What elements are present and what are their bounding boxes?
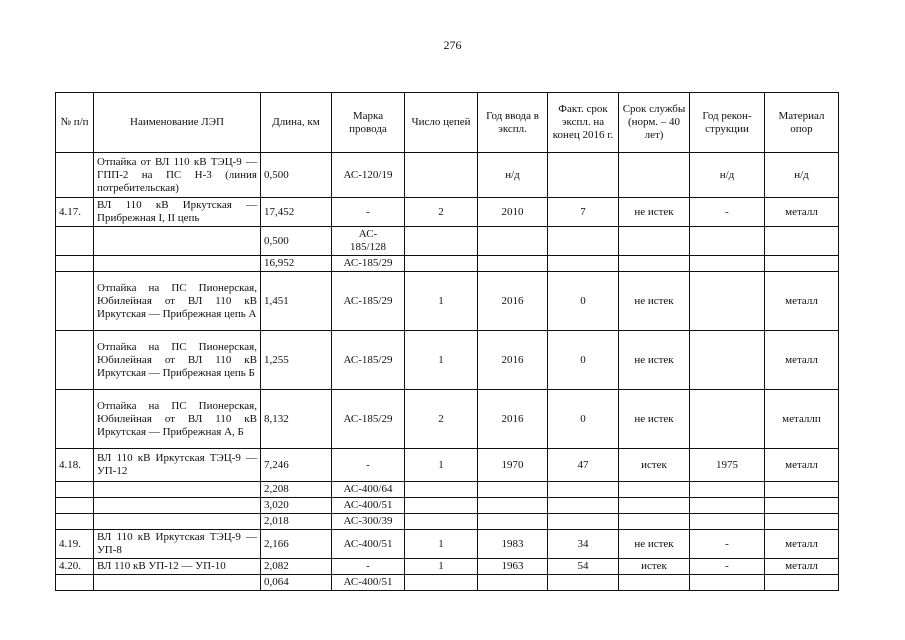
cell-fact (548, 256, 619, 272)
cell-fact: 54 (548, 559, 619, 575)
cell-material: н/д (765, 153, 839, 198)
cell-wire: АС-185/29 (332, 272, 405, 331)
cell-year: н/д (478, 153, 548, 198)
header-num: № п/п (56, 93, 94, 153)
table-row (56, 514, 839, 530)
cell-circuits: 2 (405, 198, 478, 227)
cell-recon (690, 227, 765, 256)
cell-wire: - (332, 198, 405, 227)
cell-fact (548, 227, 619, 256)
cell-material: металл (765, 559, 839, 575)
cell-num (56, 227, 94, 256)
cell-year: 2016 (478, 272, 548, 331)
header-fact: Факт. срок экспл. на конец 2016 г. (548, 93, 619, 153)
cell-recon (690, 256, 765, 272)
cell-num (56, 331, 94, 390)
table-row (56, 498, 839, 514)
cell-circuits (405, 227, 478, 256)
cell-service (619, 514, 690, 530)
cell-service (619, 575, 690, 591)
cell-recon: - (690, 559, 765, 575)
cell-num (56, 256, 94, 272)
cell-name: Отпайка на ПС Пионерская, Юбилейная от ВЛ 110 кВ Иркутская — Прибрежная цепь А (94, 272, 261, 331)
header-material: Материал опор (765, 93, 839, 153)
cell-circuits (405, 514, 478, 530)
cell-length: 2,166 (261, 530, 332, 559)
cell-circuits: 1 (405, 449, 478, 482)
cell-circuits (405, 153, 478, 198)
cell-num (56, 272, 94, 331)
cell-circuits: 1 (405, 559, 478, 575)
cell-name (94, 227, 261, 256)
cell-year (478, 514, 548, 530)
cell-service: не истек (619, 198, 690, 227)
cell-fact: 0 (548, 272, 619, 331)
cell-length: 16,952 (261, 256, 332, 272)
cell-length: 0,064 (261, 575, 332, 591)
cell-num: 4.19. (56, 530, 94, 559)
cell-length: 2,082 (261, 559, 332, 575)
cell-name (94, 482, 261, 498)
cell-circuits: 2 (405, 390, 478, 449)
cell-circuits: 1 (405, 272, 478, 331)
cell-num: 4.17. (56, 198, 94, 227)
cell-material (765, 575, 839, 591)
cell-recon (690, 482, 765, 498)
cell-fact (548, 514, 619, 530)
table-row (56, 153, 839, 198)
cell-material (765, 482, 839, 498)
cell-name: ВЛ 110 кВ Иркутская ТЭЦ-9 — УП-8 (94, 530, 261, 559)
cell-year (478, 575, 548, 591)
cell-service: истек (619, 449, 690, 482)
cell-name: ВЛ 110 кВ Иркутская ТЭЦ-9 — УП-12 (94, 449, 261, 482)
cell-fact: 34 (548, 530, 619, 559)
cell-wire: АС-185/29 (332, 390, 405, 449)
cell-service (619, 498, 690, 514)
cell-recon (690, 514, 765, 530)
cell-num (56, 390, 94, 449)
cell-wire: - (332, 449, 405, 482)
cell-length: 7,246 (261, 449, 332, 482)
cell-recon: н/д (690, 153, 765, 198)
header-circuits: Число цепей (405, 93, 478, 153)
cell-num (56, 482, 94, 498)
cell-wire: АС- 185/128 (332, 227, 405, 256)
cell-name (94, 256, 261, 272)
cell-fact (548, 498, 619, 514)
cell-name: Отпайка на ПС Пионерская, Юбилейная от ВЛ 110 кВ Иркутская — Прибрежная цепь Б (94, 331, 261, 390)
cell-year (478, 256, 548, 272)
cell-num: 4.18. (56, 449, 94, 482)
cell-length: 3,020 (261, 498, 332, 514)
cell-num (56, 153, 94, 198)
cell-length: 1,255 (261, 331, 332, 390)
cell-year: 1970 (478, 449, 548, 482)
cell-wire: АС-400/51 (332, 498, 405, 514)
table-row (56, 530, 839, 559)
cell-material: металлп (765, 390, 839, 449)
table-header-row (56, 93, 839, 153)
cell-year: 1983 (478, 530, 548, 559)
cell-year (478, 498, 548, 514)
header-year: Год ввода в экспл. (478, 93, 548, 153)
cell-material (765, 227, 839, 256)
cell-name: ВЛ 110 кВ Иркутская — Прибрежная I, II цепь (94, 198, 261, 227)
cell-recon (690, 331, 765, 390)
cell-service: не истек (619, 331, 690, 390)
cell-fact (548, 482, 619, 498)
cell-wire: АС-400/64 (332, 482, 405, 498)
cell-year: 2010 (478, 198, 548, 227)
cell-length: 0,500 (261, 227, 332, 256)
table-row (56, 256, 839, 272)
cell-year: 2016 (478, 331, 548, 390)
cell-recon (690, 272, 765, 331)
table-row (56, 390, 839, 449)
cell-length: 17,452 (261, 198, 332, 227)
cell-name: Отпайка от ВЛ 110 кВ ТЭЦ-9 — ГПП-2 на ПС Н-3 (линия потребительская) (94, 153, 261, 198)
cell-material: металл (765, 530, 839, 559)
cell-year: 1963 (478, 559, 548, 575)
cell-material (765, 498, 839, 514)
cell-wire: - (332, 559, 405, 575)
cell-name (94, 575, 261, 591)
cell-service: не истек (619, 272, 690, 331)
cell-length: 1,451 (261, 272, 332, 331)
power-lines-table (55, 92, 839, 591)
cell-name (94, 514, 261, 530)
cell-service: не истек (619, 390, 690, 449)
header-length: Длина, км (261, 93, 332, 153)
cell-recon (690, 390, 765, 449)
cell-recon: - (690, 530, 765, 559)
cell-length: 0,500 (261, 153, 332, 198)
cell-circuits: 1 (405, 331, 478, 390)
cell-material: металл (765, 449, 839, 482)
table-row (56, 482, 839, 498)
cell-fact (548, 153, 619, 198)
cell-circuits (405, 482, 478, 498)
cell-service (619, 153, 690, 198)
cell-fact: 0 (548, 390, 619, 449)
cell-wire: АС-185/29 (332, 256, 405, 272)
cell-circuits: 1 (405, 530, 478, 559)
cell-length: 2,208 (261, 482, 332, 498)
cell-num: 4.20. (56, 559, 94, 575)
cell-service (619, 227, 690, 256)
cell-recon: - (690, 198, 765, 227)
cell-num (56, 498, 94, 514)
page-number: 276 (443, 38, 462, 52)
cell-circuits (405, 498, 478, 514)
cell-material: металл (765, 272, 839, 331)
table-row (56, 198, 839, 227)
cell-circuits (405, 575, 478, 591)
table-row (56, 449, 839, 482)
cell-wire: АС-300/39 (332, 514, 405, 530)
cell-num (56, 514, 94, 530)
cell-name: Отпайка на ПС Пионерская, Юбилейная от ВЛ 110 кВ Иркутская — Прибрежная А, Б (94, 390, 261, 449)
cell-fact: 7 (548, 198, 619, 227)
cell-service: не истек (619, 530, 690, 559)
cell-name: ВЛ 110 кВ УП-12 — УП-10 (94, 559, 261, 575)
table-row (56, 559, 839, 575)
cell-service: истек (619, 559, 690, 575)
cell-recon (690, 575, 765, 591)
header-name: Наименование ЛЭП (94, 93, 261, 153)
cell-wire: АС-120/19 (332, 153, 405, 198)
header-service: Срок службы (норм. – 40 лет) (619, 93, 690, 153)
cell-recon: 1975 (690, 449, 765, 482)
table-row (56, 272, 839, 331)
cell-wire: АС-185/29 (332, 331, 405, 390)
table-row (56, 575, 839, 591)
cell-length: 2,018 (261, 514, 332, 530)
cell-num (56, 575, 94, 591)
cell-material: металл (765, 331, 839, 390)
cell-length: 8,132 (261, 390, 332, 449)
cell-year (478, 482, 548, 498)
cell-material: металл (765, 198, 839, 227)
cell-fact: 0 (548, 331, 619, 390)
header-wire: Марка провода (332, 93, 405, 153)
cell-year: 2016 (478, 390, 548, 449)
cell-wire: АС-400/51 (332, 530, 405, 559)
table-row (56, 331, 839, 390)
cell-fact: 47 (548, 449, 619, 482)
cell-material (765, 256, 839, 272)
cell-name (94, 498, 261, 514)
cell-year (478, 227, 548, 256)
cell-service (619, 482, 690, 498)
cell-material (765, 514, 839, 530)
cell-fact (548, 575, 619, 591)
header-recon: Год рекон- струкции (690, 93, 765, 153)
cell-service (619, 256, 690, 272)
cell-wire: АС-400/51 (332, 575, 405, 591)
cell-recon (690, 498, 765, 514)
table-row (56, 227, 839, 256)
cell-circuits (405, 256, 478, 272)
